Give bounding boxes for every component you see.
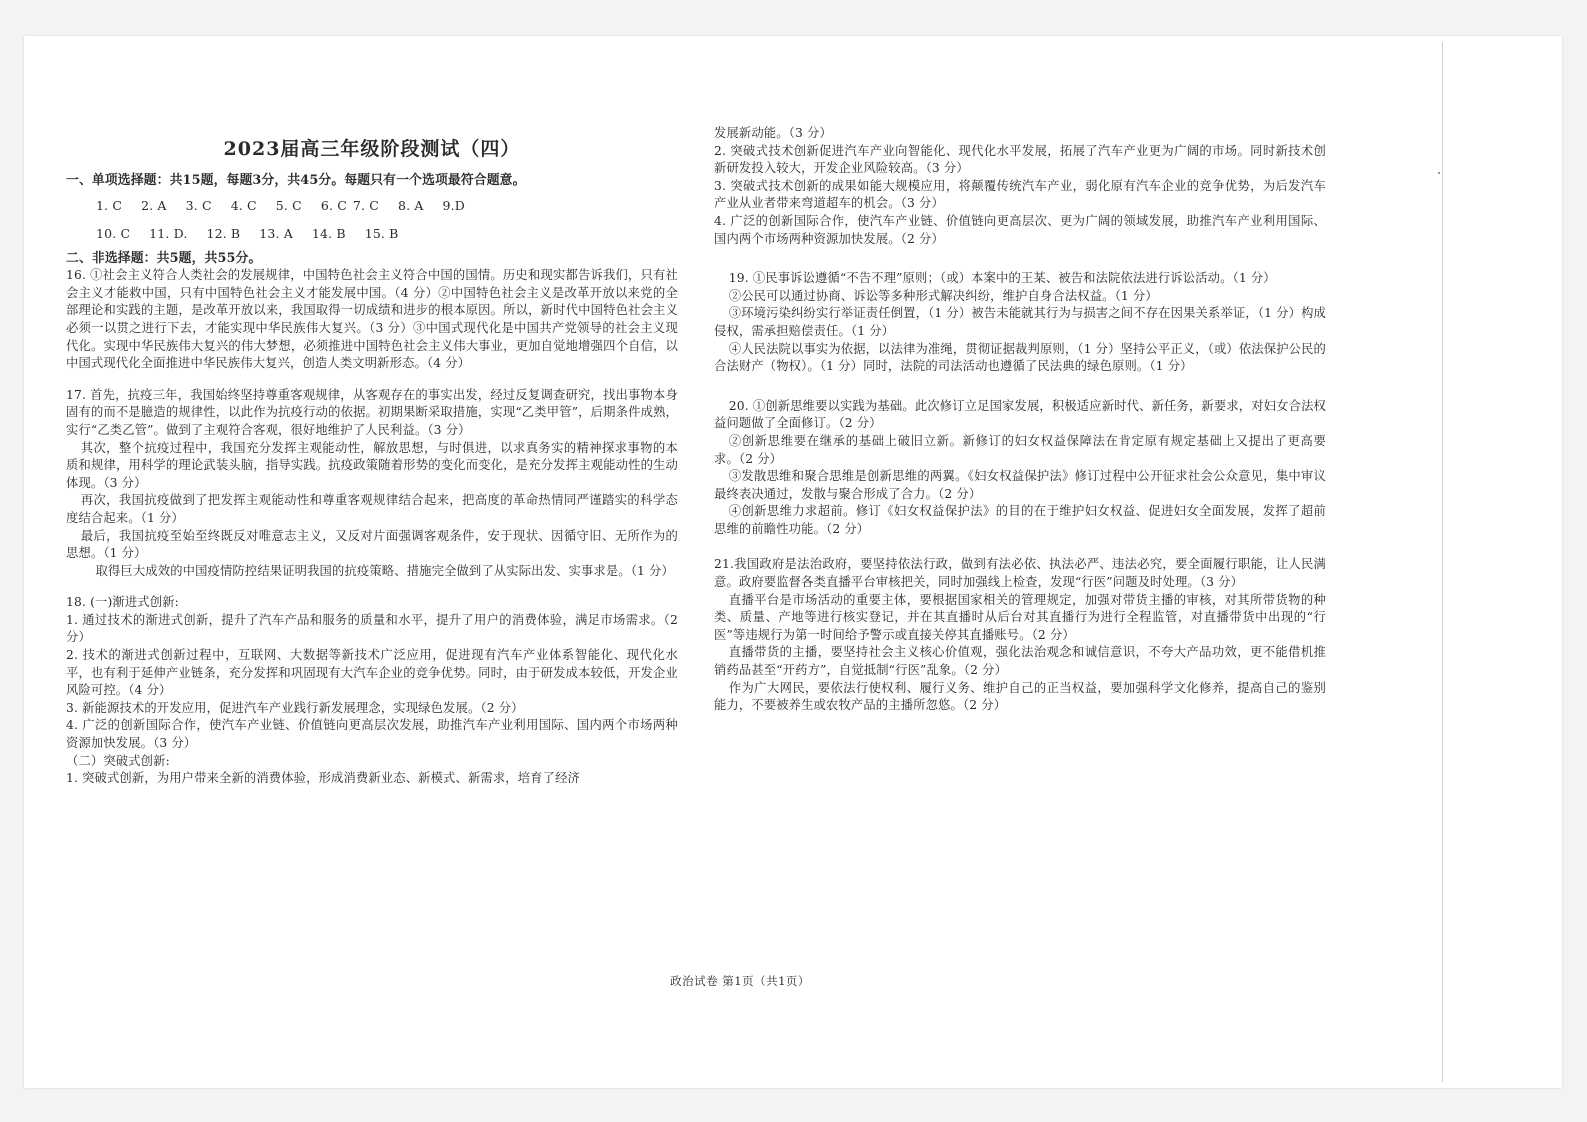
mc-answer: 5. C [275,197,302,213]
q21-para: 作为广大网民，要依法行使权利、履行义务、维护自己的正当权益，要加强科学文化修养，提高自己的鉴别能力，不要被养生或农牧产品的主播所忽悠。（2 分） [714,680,1326,713]
mc-answer: 3. C [185,197,212,213]
q17-para: 17. 首先，抗疫三年，我国始终坚持尊重客观规律，从客观存在的事实出发，经过反复调查研究，找出事物本身固有的而不是臆造的规律性，以此作为抗疫行动的依据。初期果断采取措施，实现“乙类甲管”，后期条件成熟，实行“乙类乙管”。做到了主观符合客观，很好地维护了人民利益。（3 分） [66,387,678,437]
mc-answer: 13. A [259,225,293,241]
q20-para: 20. ①创新思维要以实践为基础。此次修订立足国家发展，积极适应新时代、新任务，新要求，对妇女合法权益问题做了全面修订。（2 分） [714,398,1326,431]
section1-heading: 一、单项选择题：共15题，每题3分，共45分。每题只有一个选项最符合题意。 [66,173,526,188]
page-fold-line [1442,42,1443,1082]
mc-answer: 4. C [230,197,257,213]
left-column [66,136,678,788]
mc-answer: 9.D [442,197,465,213]
mc-answer: 1. C [96,197,123,213]
q18-item: 4. 广泛的创新国际合作，使汽车产业链、价值链向更高层次发展，助推汽车产业利用国际、国内两个市场两种资源加快发展。（3 分） [66,718,678,751]
q17-para: 取得巨大成效的中国疫情防控结果证明我国的抗疫策略、措施完全做到了从实际出发、实事求是。（1 分） [95,563,674,578]
q18-item: 4. 广泛的创新国际合作，使汽车产业链、价值链向更高层次、更为广阔的领域发展，助推汽车产业利用国际、国内两个市场两种资源加快发展。（2 分） [714,213,1326,246]
q18-item: 1. 通过技术的渐进式创新，提升了汽车产品和服务的质量和水平，提升了用户的消费体验，满足市场需求。（2 分） [66,612,678,645]
mc-answer: 7. C [352,197,379,213]
q18-item: 3. 突破式技术创新的成果如能大规模应用，将颠覆传统汽车产业，弱化原有汽车企业的竞争优势，为后发汽车产业从业者带来弯道超车的机会。（3 分） [714,178,1326,211]
q20-para: ④创新思维力求超前。修订《妇女权益保护法》的目的在于维护妇女权益、促进妇女全面发展，发挥了超前思维的前瞻性功能。（2 分） [714,504,1326,536]
q18-item: 1. 突破式创新，为用户带来全新的消费体验，形成消费新业态、新模式、新需求，培育了经济 [66,771,580,786]
page-title: 2023届高三年级阶段测试（四） [223,138,521,160]
q18-heading2: （二）突破式创新: [66,753,170,768]
q20-para: ②创新思维要在继承的基础上破旧立新。新修订的妇女权益保障法在肯定原有规定基础上又提出了更高要求。（2 分） [714,433,1326,466]
q18-heading: 18. (一)渐进式创新: [66,595,179,610]
q18-item: 2. 技术的渐进式创新过程中，互联网、大数据等新技术广泛应用，促进现有汽车产业体系智能化、现代化水平，也有利于延伸产业链条，充分发挥和巩固现有大汽车企业的竞争优势。同时，由于研发成本较低，开发企业风险可控。（4 分） [66,648,678,698]
mc-answer: 10. C [96,225,131,241]
q19-para: 19. ①民事诉讼遵循“不告不理”原则；（或）本案中的王某、被告和法院依法进行诉讼活动。（1 分） [728,271,1276,286]
q17-para: 其次，整个抗疫过程中，我国充分发挥主观能动性，解放思想，与时俱进，以求真务实的精神探求事物的本质和规律，用科学的理论武装头脑，指导实践。抗疫政策随着形势的变化而变化，是充分发挥主观能动性的生动体现。（3 分） [66,440,678,490]
mc-answers-row2 [96,224,678,244]
q17-para: 再次，我国抗疫做到了把发挥主观能动性和尊重客观规律结合起来，把高度的革命热情同严谨踏实的科学态度结合起来。（1 分） [66,493,678,525]
q20-para: ③发散思维和聚合思维是创新思维的两翼。《妇女权益保护法》修订过程中公开征求社会公众意见，集中审议最终表决通过，发散与聚合形成了合力。（2 分） [714,469,1326,501]
q21-para: 直播平台是市场活动的重要主体，要根据国家相关的管理规定，加强对带货主播的审核，对其所带货物的种类、质量、产地等进行核实登记，并在其直播时从后台对其直播行为进行全程监管，对直播带货中出现的“行医”等违规行为第一时间给予警示或直接关停其直播账号。（2 分） [714,592,1326,642]
q19-para: ②公民可以通过协商、诉讼等多种形式解决纠纷，维护自身合法权益。（1 分） [728,288,1158,303]
q21-para: 21.我国政府是法治政府，要坚持依法行政，做到有法必依、执法必严、违法必究，要全面履行职能，让人民满意。政府要监督各类直播平台审核把关，同时加强线上检查，发现“行医”问题及时处理。（3 分） [714,557,1326,590]
page-footer: 政治试卷 第1页（共1页） [670,974,810,988]
mc-answer: 8. A [398,197,424,213]
q18-item-continued: 发展新动能。（3 分） [714,126,832,140]
q21-para: 直播带货的主播，要坚持社会主义核心价值观，强化法治观念和诚信意识，不夸大产品功效，更不能借机推销药品甚至“开药方”，自觉抵制“行医”乱象。（2 分） [714,645,1326,678]
mc-answer: 12. B [206,225,241,241]
q18-item: 3. 新能源技术的开发应用，促进汽车产业践行新发展理念，实现绿色发展。（2 分） [66,700,524,715]
q16-answer: 16. ①社会主义符合人类社会的发展规律，中国特色社会主义符合中国的国情。历史和现实都告诉我们，只有社会主义才能救中国，只有中国特色社会主义才能发展中国。（4 分）②中国特色社会主义是改革开放以来党的全部理论和实践的主题，是改革开放以来，我国取得一切成绩和进步的根本原因。所以，新时代中国特色社会主义必须一以贯之进行下去，才能实现中华民族伟大复兴。（3 分）③中国式现代化是中国共产党领导的社会主义现代化。实现中华民族伟大复兴的伟大梦想，必须推进中国特色社会主义伟大事业，更加自觉地增强四个自信，以中国式现代化全面推进中华民族伟大复兴，创造人类文明新形态。（4 分） [66,268,678,371]
q17-para: 最后，我国抗疫至始至终既反对唯意志主义，又反对片面强调客观条件，安于现状、因循守旧、无所作为的思想。（1 分） [66,528,678,561]
section2-heading: 二、非选择题：共5题，共55分。 [66,250,262,266]
mc-answer: 15. B [364,225,399,241]
q19-para: ③环境污染纠纷实行举证责任倒置，（1 分）被告未能就其行为与损害之间不存在因果关系举证，（1 分）构成侵权，需承担赔偿责任。（1 分） [714,306,1326,338]
scan-dot [1438,172,1440,174]
mc-answers-row1 [96,196,678,216]
mc-answer: 2. A [141,197,167,213]
right-column [714,125,1326,715]
mc-answer: 6. C [320,197,347,213]
mc-answer: 14. B [311,225,346,241]
mc-answer: 11. D. [149,225,188,241]
q18-item: 2. 突破式技术创新促进汽车产业向智能化、现代化水平发展，拓展了汽车产业更为广阔的市场。同时新技术创新研发投入较大，开发企业风险较高。（3 分） [714,143,1326,176]
q19-para: ④人民法院以事实为依据，以法律为准绳，贯彻证据裁判原则，（1 分）坚持公平正义，（或）依法保护公民的合法财产（物权）。（1 分）同时，法院的司法活动也遵循了民法典的绿色原则。（1 分） [714,341,1326,374]
